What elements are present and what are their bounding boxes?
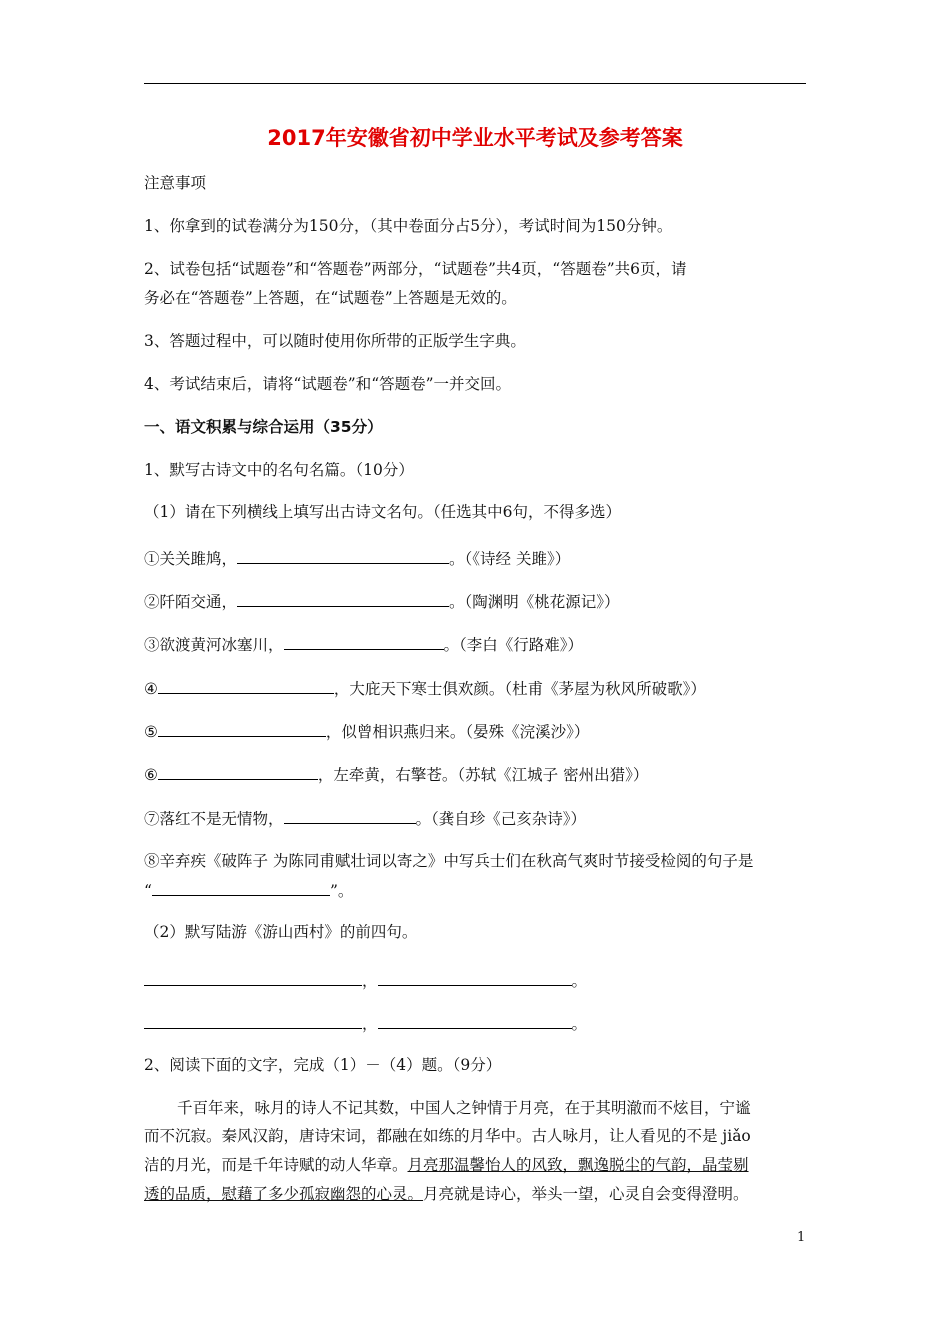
fill-item-5: ⑤ ，似曾相识燕归来。（晏殊《浣溪沙》）: [144, 723, 590, 741]
page-title: 2017年安徽省初中学业水平考试及参考答案: [267, 126, 683, 150]
answer-blank[interactable]: [152, 880, 330, 896]
passage-line-3: 洁的月光，而是千年诗赋的动人华章。月亮那温馨怡人的风致，飘逸脱尘的气韵，晶莹剔: [144, 1156, 749, 1174]
underlined-sentence: 透的品质，慰藉了多少孤寂幽怨的心灵。: [144, 1185, 424, 1203]
notice-item-1: 1、你拿到的试卷满分为150分，（其中卷面分占5分），考试时间为150分钟。: [144, 217, 673, 235]
passage-line-1: 千百年来，咏月的诗人不记其数，中国人之钟情于月亮，在于其明澈而不炫目，宁谧: [177, 1099, 751, 1117]
question-1-sub1: （1）请在下列横线上填写出古诗文名句。（任选其中6句，不得多选）: [144, 503, 621, 521]
answer-blank[interactable]: [284, 634, 444, 650]
answer-blank[interactable]: [237, 548, 449, 564]
header-rule: [144, 83, 806, 84]
answer-blank[interactable]: [378, 970, 572, 986]
fill-item-2: ②阡陌交通， 。（陶渊明《桃花源记》）: [144, 593, 620, 611]
question-2-stem: 2、阅读下面的文字，完成（1）－（4）题。（9分）: [144, 1056, 502, 1074]
underlined-sentence: 月亮那温馨怡人的风致，飘逸脱尘的气韵，晶莹剔: [407, 1156, 749, 1174]
fill-item-8-answer: “ ”。: [144, 882, 354, 900]
fill-item-1: ①关关雎鸠， 。（《诗经 关雎》）: [144, 550, 571, 568]
question-1-stem: 1、默写古诗文中的名句名篇。（10分）: [144, 461, 414, 479]
passage-line-4: 透的品质，慰藉了多少孤寂幽怨的心灵。月亮就是诗心，举头一望，心灵自会变得澄明。: [144, 1185, 749, 1203]
answer-blank[interactable]: [158, 678, 334, 694]
answer-blank[interactable]: [158, 764, 318, 780]
passage-line-2: 而不沉寂。秦风汉韵，唐诗宋词，都融在如练的月华中。古人咏月，让人看见的不是 jiǎo: [144, 1127, 751, 1145]
poem-line-1: ， 。: [144, 970, 587, 991]
fill-item-6: ⑥ ，左牵黄，右擎苍。（苏轼《江城子 密州出猎》）: [144, 766, 649, 784]
fill-item-7: ⑦落红不是无情物， 。（龚自珍《己亥杂诗》）: [144, 810, 587, 828]
answer-blank[interactable]: [284, 808, 416, 824]
question-1-sub2: （2）默写陆游《游山西村》的前四句。: [144, 923, 418, 941]
notice-item-4: 4、考试结束后，请将“试题卷”和“答题卷”一并交回。: [144, 375, 512, 393]
fill-item-3: ③欲渡黄河冰塞川， 。（李白《行路难》）: [144, 636, 584, 654]
answer-blank[interactable]: [378, 1013, 572, 1029]
answer-blank[interactable]: [237, 591, 449, 607]
answer-blank[interactable]: [144, 1013, 362, 1029]
section-heading: 一、语文积累与综合运用（35分）: [144, 418, 383, 436]
poem-line-2: ， 。: [144, 1013, 587, 1034]
notice-heading: 注意事项: [144, 174, 207, 192]
notice-item-2: 2、试卷包括“试题卷”和“答题卷”两部分，“试题卷”共4页，“答题卷”共6页，请: [144, 260, 687, 278]
answer-blank[interactable]: [158, 721, 326, 737]
notice-item-2-cont: 务必在“答题卷”上答题，在“试题卷”上答题是无效的。: [144, 289, 517, 307]
page-number: 1: [797, 1230, 806, 1245]
answer-blank[interactable]: [144, 970, 362, 986]
fill-item-8: ⑧辛弃疾《破阵子 为陈同甫赋壮词以寄之》中写兵士们在秋高气爽时节接受检阅的句子是: [144, 852, 754, 870]
fill-item-4: ④ ，大庇天下寒士俱欢颜。（杜甫《茅屋为秋风所破歌》）: [144, 680, 706, 698]
notice-item-3: 3、答题过程中，可以随时使用你所带的正版学生字典。: [144, 332, 526, 350]
